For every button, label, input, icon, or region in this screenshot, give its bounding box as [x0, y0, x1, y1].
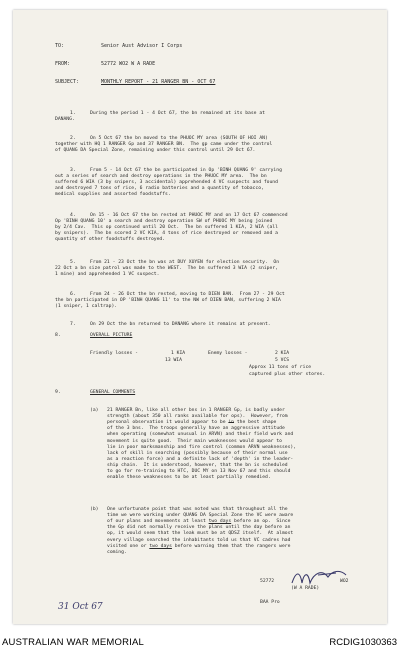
section-8-number: 8. — [55, 333, 61, 338]
comment-b-line: One unfortunate point that was noted was that throughout all the — [107, 507, 288, 512]
comment-a-line: enable these weaknesses to be at least partially remedied. — [107, 475, 271, 481]
enemy-stores: captured plus other stores. — [249, 372, 326, 377]
paragraph-1-number: 1. — [70, 111, 76, 116]
section-9-title: GENERAL COMMENTS — [90, 390, 136, 395]
enemy-rice: Approx 11 tons of rice — [249, 365, 312, 370]
comment-a-line: when operating (somewhat unusual in ARVN) and their field work and — [107, 432, 294, 438]
friendly-losses-label: Friendly losses - — [90, 351, 138, 356]
paragraph-6-number: 6. — [70, 292, 76, 297]
paragraph-3-line: medical supplies and assorted foodstuffs. — [55, 192, 171, 198]
paragraph-1-line: During the period 1 - 4 Oct 67, the bn remained at its base at — [90, 111, 265, 116]
to-value: Senior Aust Advisor I Corps — [101, 43, 183, 49]
paragraph-7-line: On 29 Oct the bn returned to DANANG where it remains at present. — [90, 322, 271, 327]
comment-b-line: of our plans and movements at least two days before an op. Since — [107, 519, 291, 525]
enemy-losses-label: Enemy losses - — [208, 351, 248, 356]
archive-name: AUSTRALIAN WAR MEMORIAL — [2, 637, 145, 648]
comment-a-label: (a) — [90, 408, 99, 413]
paragraph-4-line: by 2/4 Cav. This op continued until 20 Oct. The bn suffered 1 KIA, 2 WIA (all — [55, 225, 278, 231]
paragraph-4-line: by snipers). The bn scored 2 VC KIA, 4 tons of rice destroyed or removed and a — [55, 231, 278, 237]
handwritten-date: 31 Oct 67 — [58, 602, 103, 612]
paragraph-1-line: DANANG. — [55, 117, 75, 123]
paragraph-3-line: From 5 - 14 Oct 67 the bn participated in Op 'BINH QUANG 9' carrying — [90, 168, 282, 173]
paragraph-7-number: 7. — [70, 322, 76, 327]
friendly-wia: 13 WIA — [165, 358, 182, 363]
comment-a-line: personal observation it would appear to be in the best shape — [107, 420, 277, 426]
subject-label: SUBJECT: — [55, 79, 80, 85]
archive-reference: RCDIG1030363 — [329, 637, 397, 648]
comment-a-line: movement is quite good. Their main weaknesses would appear to — [107, 438, 282, 444]
paragraph-5-line: From 21 - 23 Oct the bn was at DUY XUYEN for election security. On — [90, 260, 280, 265]
comment-a-line: ship chain. It is understood, however, that the bn is scheduled — [107, 462, 288, 468]
signature-appointment: BAA Pro — [260, 600, 280, 605]
comment-a-line: lack of skill in searching (possibly because of their normal use — [107, 450, 288, 456]
subject-value: MONTHLY REPORT - 21 RANGER BN - OCT 67 — [101, 79, 216, 85]
paragraph-2-line: On 5 Oct 67 the bn moved to the PHUOC MY area (SOUTH OF HOI AN) — [90, 136, 268, 141]
paragraph-4-line: On 15 - 16 Oct 67 the bn rested at PHUOC MY and on 17 Oct 67 commenced — [90, 213, 288, 218]
comment-b-label: (b) — [90, 507, 99, 512]
paragraph-5-number: 5. — [70, 260, 76, 265]
comment-a-line: 21 RANGER Bn, like all other bns in 1 RANGER Gp, is badly under — [107, 408, 285, 413]
paragraph-4-line: Op 'BINH QUANG 10' a search and destroy operation SW of PHUOC MY being joined — [55, 219, 273, 225]
comment-a-line: as a reaction force) and a definite lack of 'depth' in the leader- — [107, 456, 294, 462]
from-label: FROM: — [55, 61, 71, 67]
paragraph-6-line: the bn participated in OP 'BINH QUANG 11' to the NW of DIEN BAN, suffering 2 WIA — [55, 298, 281, 304]
from-value: 52772 WO2 W A RADE — [101, 61, 156, 67]
paragraph-4-line: quantity of other foodstuffs destroyed. — [55, 237, 166, 243]
comment-a-line: to go for re-training to HTC, DUC MY on 13 Nov 67 and this should — [107, 469, 291, 474]
friendly-kia: 1 KIA — [171, 351, 186, 356]
enemy-kia: 2 KIA — [275, 351, 290, 356]
paragraph-5-line: 22 Oct a bn size patrol was made to the WEST. The bn suffered 3 WIA (2 sniper, — [55, 266, 278, 272]
enemy-vcs: 5 VCS — [275, 358, 290, 363]
comment-b-line: op, it would seem that the leak must be at QDSZ itself. At almost — [107, 531, 294, 537]
comment-b-line: time we were working under QUANG DA Special Zone the VC were aware — [107, 513, 294, 519]
signature-rank: WO2 — [340, 579, 349, 584]
comment-a-line: strength (about 350 all ranks available for ops). However, from — [107, 414, 288, 420]
signature-number: 52772 — [260, 579, 275, 584]
signature-name: (W A RADE) — [291, 586, 320, 591]
archive-footer — [0, 634, 401, 654]
comment-b-line: coming. — [107, 549, 127, 555]
document-page — [13, 10, 387, 624]
comment-a-line: lie in poor marksmanship and fire control (common ARVN weaknesses), — [107, 444, 297, 450]
paragraph-3-line: suffered 6 WIA (3 by snipers, 3 accidental) apprehended 4 VC suspects and found — [55, 180, 278, 186]
paragraph-2-number: 2. — [70, 136, 76, 141]
paragraph-3-line: out a series of search and destroy operations in the PHUOC MY area. The bn — [55, 174, 267, 180]
comment-b-line: the Gp did not normally receive the plans until the day before an — [107, 525, 291, 531]
paragraph-3-line: and destroyed 7 tons of rice, 6 radio batteries and a quantity of tobacco, — [55, 186, 264, 192]
comment-b-line: visited one or two days before warning them that the rangers were — [107, 543, 291, 549]
section-8-title: OVERALL PICTURE — [90, 333, 133, 338]
paragraph-2-line: together with HQ 1 RANGER Gp and 37 RANGER BN. The gp came under the control — [55, 142, 273, 148]
comment-a-line: of the 3 bns. The troops generally have an aggressive attitude — [107, 426, 285, 432]
paragraph-5-line: 1 mine) and apprehended 1 VC suspect. — [55, 272, 160, 278]
to-label: TO: — [55, 43, 65, 49]
paragraph-3-number: 3. — [70, 168, 76, 173]
section-9-number: 9. — [55, 390, 61, 395]
comment-b-line: every village searched the inhabitants told us that VC cadres had — [107, 537, 291, 543]
paragraph-2-line: of QUANG DA Special Zone, remaining under this control until 29 Oct 67. — [55, 148, 256, 154]
paragraph-6-line: From 24 - 26 Oct the bn rested, moving to DIEN BAN. From 27 - 29 Oct — [90, 292, 285, 297]
paragraph-6-line: (1 sniper, 1 caltrap). — [55, 304, 118, 310]
paragraph-4-number: 4. — [70, 213, 76, 218]
